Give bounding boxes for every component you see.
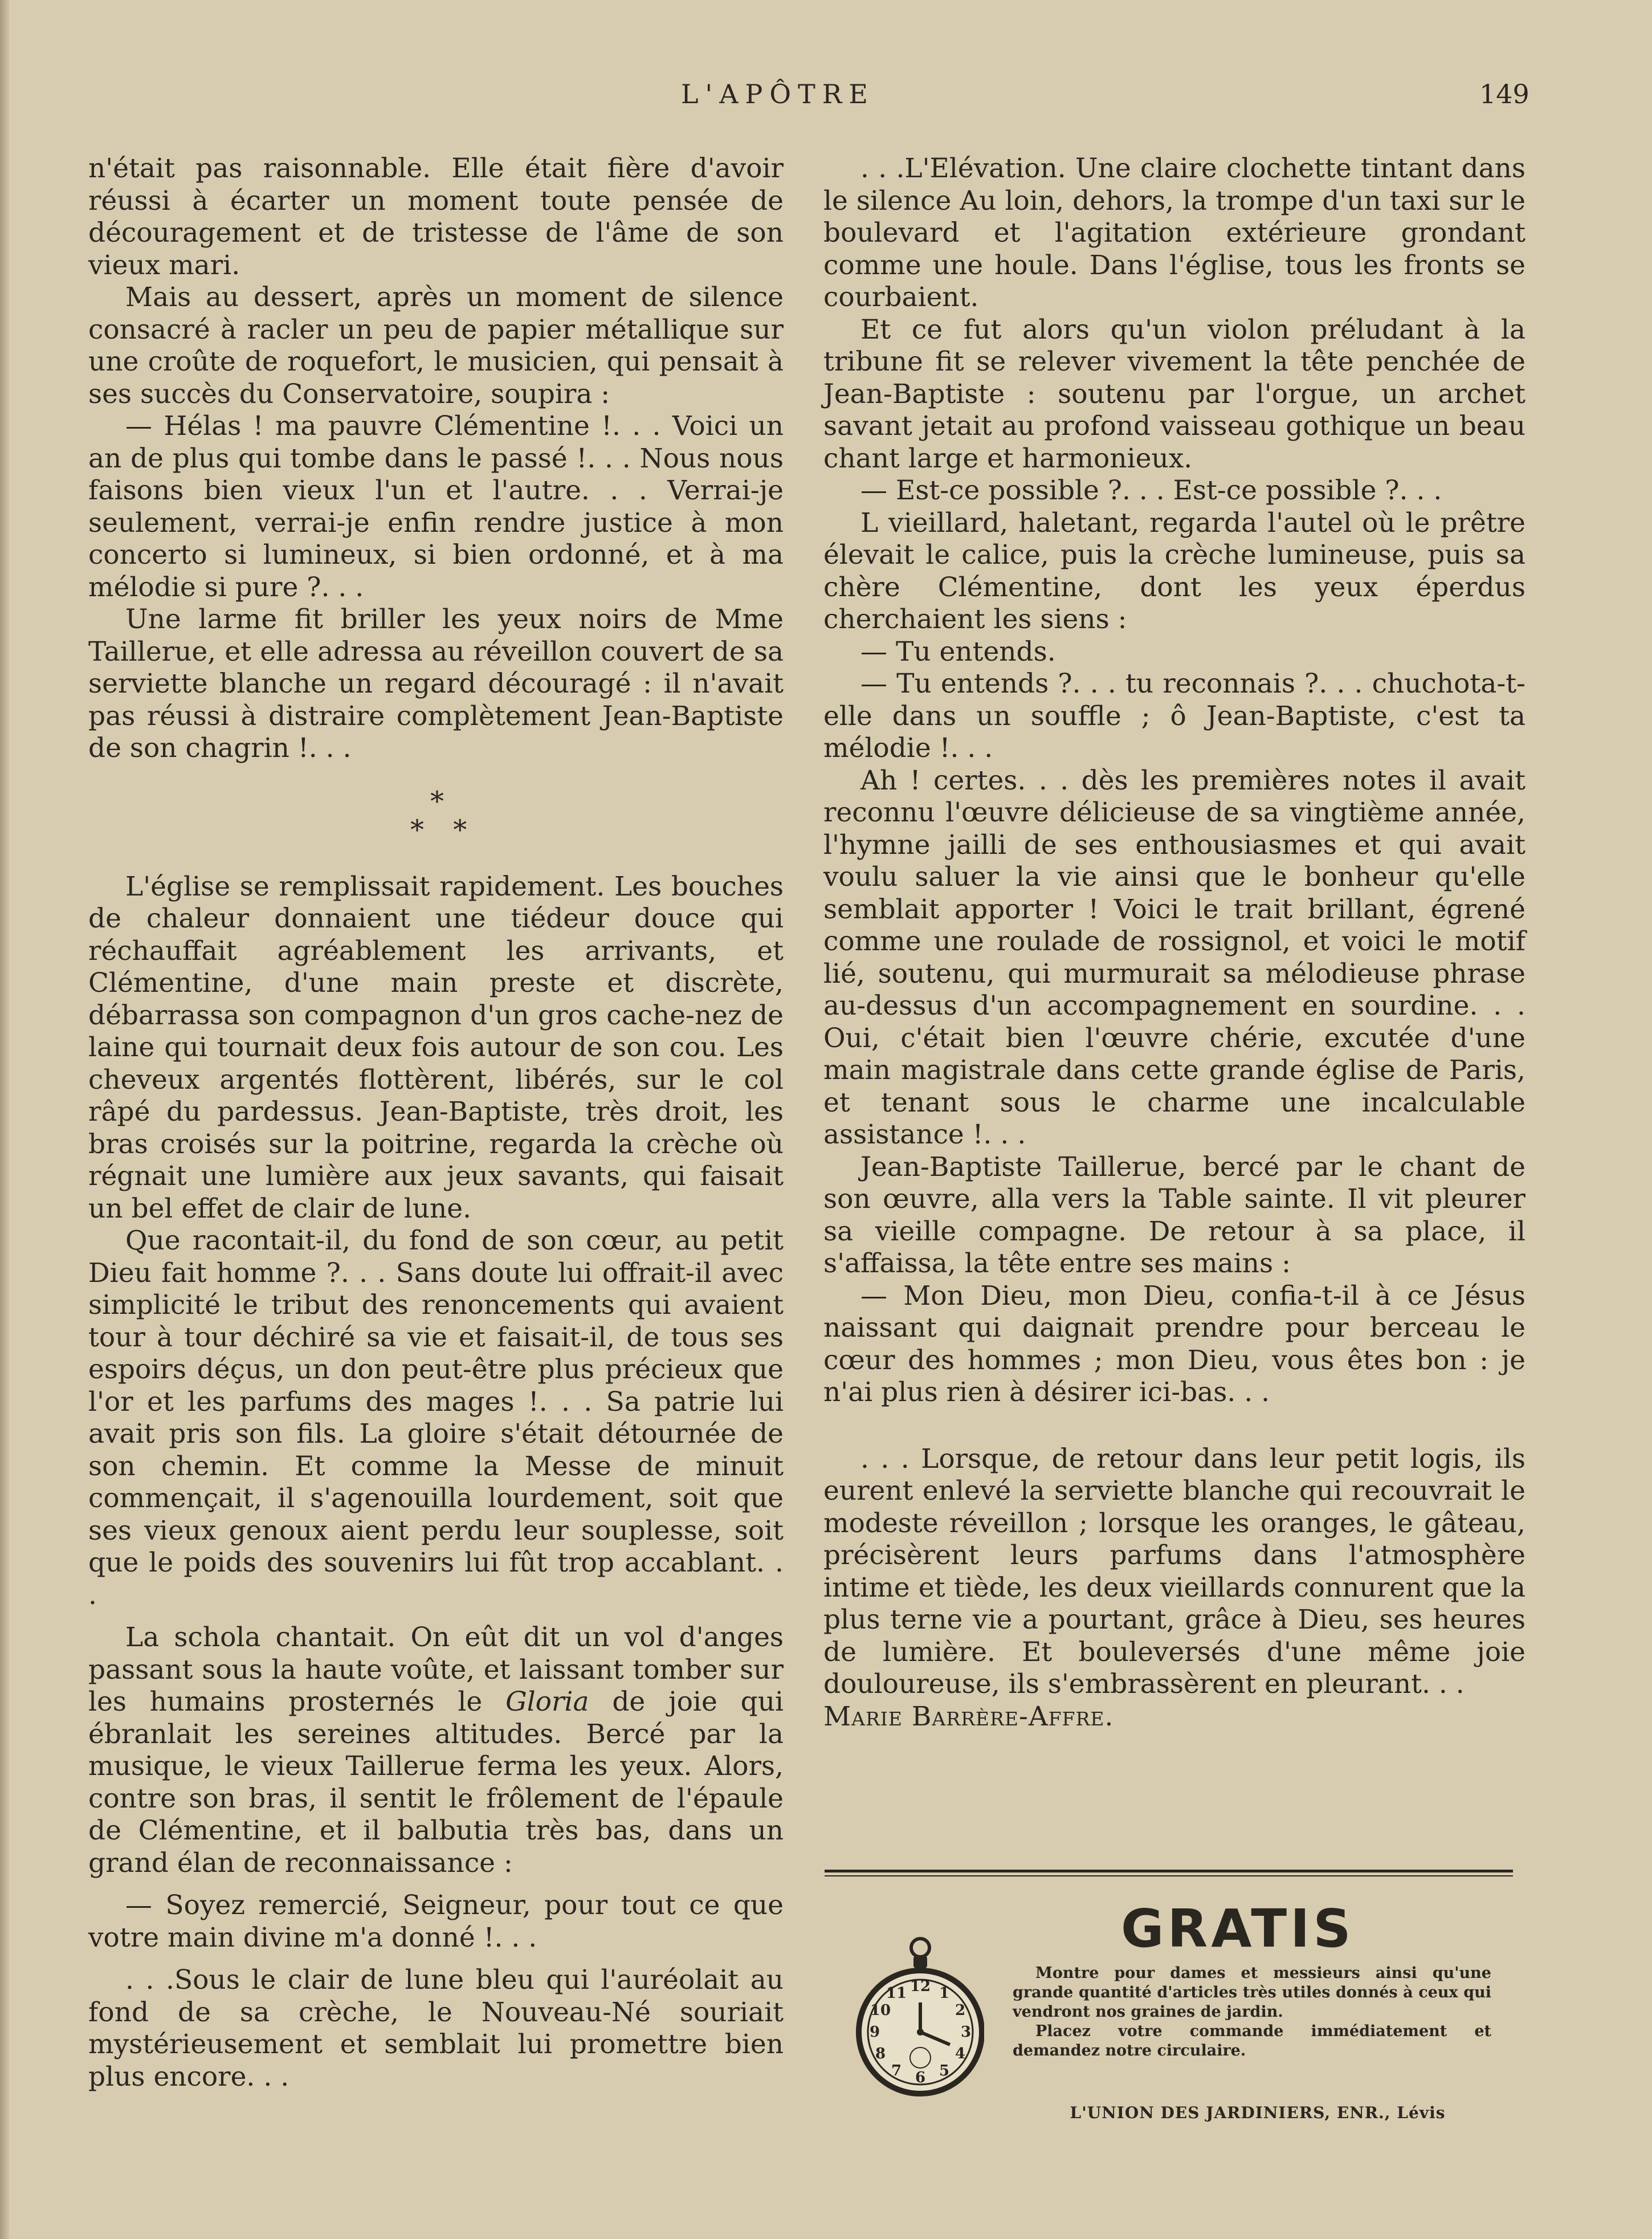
advertisement	[825, 1881, 1513, 2126]
ad-company: L'UNION DES JARDINIERS, ENR., Lévis	[1070, 2103, 1446, 2122]
ad-text: Montre pour dames et messieurs ainsi qu'une grande quantité d'articles très utiles donnés à ceux qui vendront nos graines de jardin.	[1013, 1964, 1491, 2021]
separator-stars: * *	[410, 813, 478, 846]
text-span: de joie qui ébranlait les sereines altitudes. Bercé par la musique, le vieux Taillerue ferma les yeux. Alors, contre son bras, il sentit le frôlement de l'épaule de Clémentine, et il balbutia très bas, dans un grand élan de reconnaissance :	[88, 1686, 784, 1879]
svg-text:2: 2	[955, 2002, 966, 2019]
pocket-watch-icon	[853, 1935, 984, 2106]
svg-text:7: 7	[891, 2062, 902, 2079]
paragraph: Mais au dessert, après un moment de silence consacré à racler un peu de papier métallique sur une croûte de roquefort, le musicien, qui pensait à ses succès du Conservatoire, soupira :	[88, 282, 784, 410]
paragraph: — Tu entends.	[860, 636, 1056, 667]
paragraph: . . . Lorsque, de retour dans leur petit logis, ils eurent enlevé la serviette blanche qui recouvrait le modeste réveillon ; lorsque les oranges, le gâteau, précisèrent leurs parfums dans l'atmosphère intime et tiède, les deux vieillards connurent que la plus terne vie a pourtant, grâce à Dieu, ses heures de lumière. Et bouleversés d'une même joie douloureuse, ils s'embrassèrent en pleurant. . .	[823, 1443, 1525, 1700]
ad-headline: GRATIS	[1121, 1898, 1355, 1959]
paragraph: Et ce fut alors qu'un violon préludant à la tribune fit se relever vivement la tête penchée de Jean-Baptiste : soutenu par l'orgue, un archet savant jetait au profond vaisseau gothique un beau chant large et harmonieux.	[823, 314, 1525, 474]
svg-text:8: 8	[875, 2045, 886, 2062]
paragraph: Jean-Baptiste Taillerue, bercé par le chant de son œuvre, alla vers la Table sainte. Il vit pleurer sa vieille compagne. De retour à sa place, il s'affaissa, la tête entre ses mains :	[823, 1151, 1525, 1279]
paragraph: — Hélas ! ma pauvre Clémentine !. . . Voici un an de plus qui tombe dans le passé !. . . Nous nous faisons bien vieux l'un et l'autre. . . Verrai-je seulement, verrai-je enfin rendre justice à mon concerto si lumineux, si bien ordonné, et à ma mélodie si pure ?. . .	[88, 410, 784, 603]
paragraph: . . .L'Elévation. Une claire clochette tintant dans le silence Au loin, dehors, la trompe d'un taxi sur le boulevard et l'agitation extérieure grondant comme une houle. Dans l'église, tous les fronts se courbaient.	[823, 153, 1525, 313]
right-column	[823, 153, 1525, 1733]
svg-text:1: 1	[939, 1985, 950, 2002]
page-header	[0, 79, 1652, 113]
svg-text:10: 10	[870, 2002, 891, 2019]
paragraph: — Soyez remercié, Seigneur, pour tout ce que votre main divine m'a donné !. . .	[88, 1890, 784, 1953]
separator-star: *	[430, 785, 444, 817]
author-signature: Marie Barrère-Affre.	[823, 1700, 1114, 1732]
svg-text:6: 6	[915, 2069, 926, 2086]
section-separator	[88, 785, 784, 871]
paragraph: n'était pas raisonnable. Elle était fière d'avoir réussi à écarter un moment toute pensée de découragement et de tristesse de l'âme de son vieux mari.	[88, 153, 784, 281]
ad-body	[1013, 1964, 1491, 2061]
italic-word: Gloria	[505, 1686, 589, 1717]
svg-text:9: 9	[869, 2024, 880, 2041]
paragraph: Une larme fit briller les yeux noirs de Mme Taillerue, et elle adressa au réveillon couvert de sa serviette blanche un regard découragé : il n'avait pas réussi à distraire complètement Jean-Baptiste de son chagrin !. . .	[88, 604, 784, 764]
paragraph: — Tu entends ?. . . tu reconnais ?. . . chuchota-t-elle dans un souffle ; ô Jean-Baptiste, c'est ta mélodie !. . .	[823, 668, 1525, 764]
left-column	[88, 153, 784, 2093]
svg-text:11: 11	[886, 1985, 907, 2002]
paragraph: L vieillard, haletant, regarda l'autel où le prêtre élevait le calice, puis la crèche lumineuse, puis sa chère Clémentine, dont les yeux éperdus cherchaient les siens :	[823, 507, 1525, 635]
magazine-title: L'APÔTRE	[681, 79, 875, 109]
ad-text: Placez votre commande immédiatement et demandez notre circulaire.	[1013, 2022, 1491, 2059]
paragraph	[88, 1622, 784, 1879]
svg-text:4: 4	[955, 2045, 966, 2062]
page-edge	[0, 0, 9, 2239]
paragraph: Que racontait-il, du fond de son cœur, au petit Dieu fait homme ?. . . Sans doute lui offrait-il avec simplicité le tribut des renoncements qui avaient tour à tour déchiré sa vie et faisait-il, de tous ses espoirs déçus, un don peut-être plus précieux que l'or et les parfums des mages !. . . Sa patrie lui avait pris son fils. La gloire s'était détournée de son chemin. Et comme la Messe de minuit commençait, il s'agenouilla lourdement, soit que ses vieux genoux aient perdu leur souplesse, soit que le poids des souvenirs lui fût trop accablant. . .	[88, 1225, 784, 1611]
divider	[825, 1870, 1513, 1872]
svg-text:3: 3	[960, 2024, 972, 2041]
paragraph: Ah ! certes. . . dès les premières notes il avait reconnu l'œuvre délicieuse de sa vingtième année, l'hymne jailli de ses enthousiasmes et qui avait voulu saluer la vie ainsi que le bonheur qu'elle semblait apporter ! Voici le trait brillant, égrené comme une roulade de rossignol, et voici le motif lié, soutenu, qui murmurait sa mélodieuse phrase au-dessus d'un accompagnement en sourdine. . . Oui, c'était bien l'œuvre chérie, excutée d'une main magistrale dans cette grande église de Paris, et tenant sous le charme une incalculable assistance !. . .	[823, 764, 1525, 1150]
paragraph: . . .Sous le clair de lune bleu qui l'auréolait au fond de sa crèche, le Nouveau-Né souriait mystérieusement et semblait lui promettre bien plus encore. . .	[88, 1964, 784, 2093]
svg-text:5: 5	[939, 2062, 950, 2079]
page-number: 149	[1479, 79, 1529, 109]
divider	[825, 1875, 1513, 1876]
paragraph: — Est-ce possible ?. . . Est-ce possible ?. . .	[860, 475, 1442, 506]
svg-text:12: 12	[909, 1978, 931, 1995]
paragraph: L'église se remplissait rapidement. Les bouches de chaleur donnaient une tiédeur douce qui réchauffait agréablement les arrivants, et Clémentine, d'une main preste et discrète, débarrassa son compagnon d'un gros cache-nez de laine qui tournait deux fois autour de son cou. Les cheveux argentés flottèrent, libérés, sur le col râpé du pardessus. Jean-Baptiste, très droit, les bras croisés sur la poitrine, regarda la crèche où régnait une lumière aux jeux savants, qui faisait un bel effet de clair de lune.	[88, 870, 784, 1224]
paragraph: — Mon Dieu, mon Dieu, confia-t-il à ce Jésus naissant qui daignait prendre pour berceau le cœur des hommes ; mon Dieu, vous êtes bon : je n'ai plus rien à désirer ici-bas. . .	[823, 1280, 1525, 1408]
text-span: La schola chantait. On eût dit un vol d'anges passant sous la haute voûte, et laissant tomber sur les humains prosternés le	[88, 1622, 784, 1717]
